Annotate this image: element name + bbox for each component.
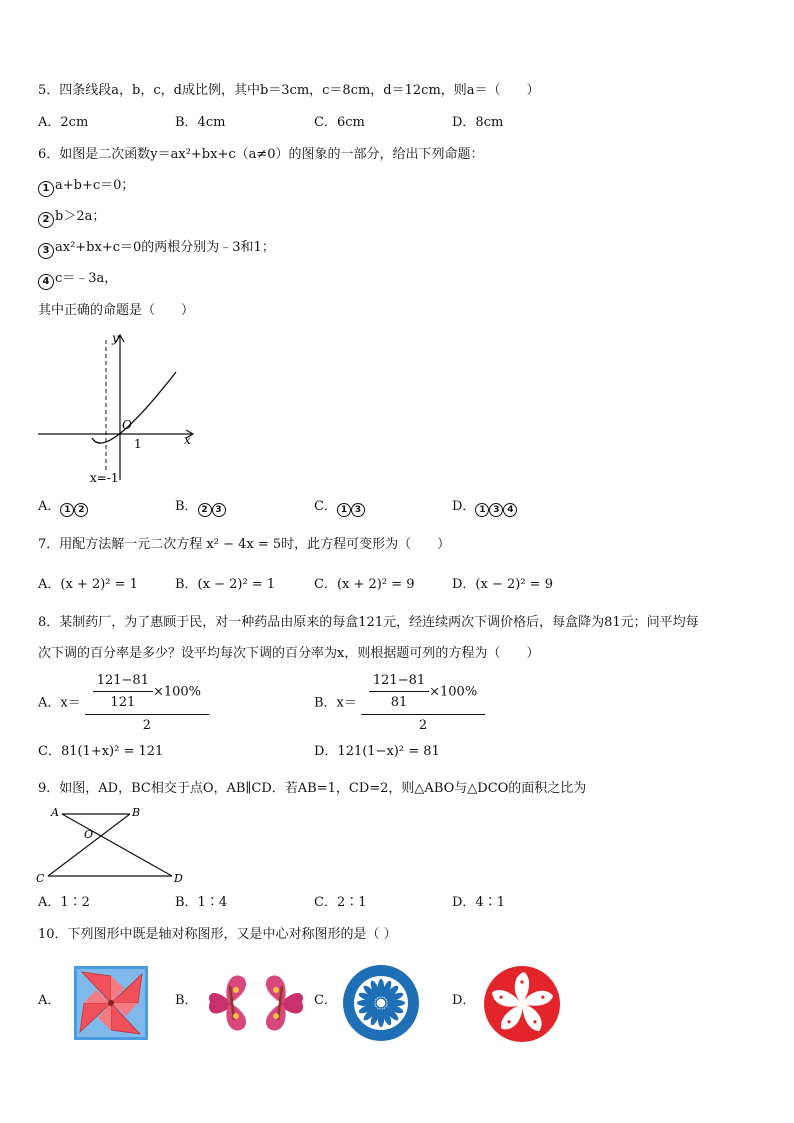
butterfly-right (266, 976, 303, 1031)
q7-option-d[interactable]: D．(x − 2)² = 9 (452, 577, 553, 592)
q6-stem: 6．如图是二次函数y＝ax²+bx+c（a≠0）的图象的一部分，给出下列命题： (38, 147, 484, 162)
butterflies-image[interactable] (204, 966, 308, 1040)
one-label: 1 (134, 437, 142, 451)
q6-prop-3: 3 ax²+bx+c＝0的两根分别为﹣3和1； (38, 239, 275, 259)
circled-number: 4 (38, 274, 54, 290)
q5-option-d[interactable]: D．8cm (452, 115, 504, 130)
point-o-label: O (84, 828, 94, 841)
parabola-graph (34, 330, 206, 488)
q9-option-d[interactable]: D．4∶1 (452, 895, 505, 910)
q8-option-c[interactable]: C．81(1+x)² = 121 (38, 744, 164, 759)
q7-option-b[interactable]: B．(x − 2)² = 1 (175, 577, 276, 592)
point-b-label: B (132, 806, 141, 819)
q9-option-c[interactable]: C．2∶1 (314, 895, 367, 910)
q6-option-a[interactable]: A． 1 2 (38, 498, 88, 517)
symmetry-axis-label: x=-1 (90, 471, 119, 485)
q9-option-a[interactable]: A．1∶2 (38, 895, 90, 910)
q9-text: 9．如图，AD，BC相交于点O，AB∥CD．若AB=1，CD=2，则△ABO与△DCO的面积之比为 (38, 781, 587, 796)
q6-ask: 其中正确的命题是（ ） (38, 303, 195, 318)
q10-option-a-label[interactable]: A． (38, 993, 61, 1008)
q6-prop-4: 4 c＝﹣3a， (38, 270, 117, 290)
circled-number: 2 (38, 212, 54, 228)
q9-option-b[interactable]: B．1∶4 (175, 895, 228, 910)
q5-option-a[interactable]: A．2cm (38, 115, 89, 130)
pinwheel-image[interactable] (74, 966, 148, 1040)
q8-option-b[interactable]: B．x＝ $\frac{121-81}{81}$ ×100% 2 (314, 672, 485, 735)
point-a-label: A (51, 806, 59, 819)
circled-number: 1 (38, 181, 54, 197)
q5-option-c[interactable]: C．6cm (314, 115, 365, 130)
flower-circle-image[interactable] (342, 964, 420, 1042)
q6-option-d[interactable]: D． 1 3 4 (452, 498, 517, 517)
q10-option-b-label[interactable]: B． (175, 993, 198, 1008)
circled-number: 3 (38, 243, 54, 259)
intersecting-lines-figure (34, 804, 194, 888)
q6-option-c[interactable]: C． 1 3 (314, 498, 365, 517)
q8-line-1: 8．某制药厂，为了惠顾于民，对一种药品由原来的每盒121元，经连续两次下调价格后，每盒降为81元；问平均每 (38, 615, 699, 630)
q10-option-d-label[interactable]: D． (452, 993, 476, 1008)
origin-label: O (122, 418, 132, 432)
q8-option-a[interactable]: A．x＝ $\frac{121-81}{121}$ ×100% 2 (38, 672, 209, 735)
bauhinia-circle-image[interactable] (482, 964, 562, 1044)
q7-option-a[interactable]: A．(x + 2)² = 1 (38, 577, 138, 592)
q6-option-b[interactable]: B． 2 3 (175, 498, 226, 517)
q8-line-2: 次下调的百分率是多少？设平均每次下调的百分率为x，则根据题可列的方程为（ ） (38, 646, 540, 661)
q7-option-c[interactable]: C．(x + 2)² = 9 (314, 577, 415, 592)
q10-option-c-label[interactable]: C． (314, 993, 337, 1008)
x-axis-label: x (184, 433, 191, 447)
q8-option-d[interactable]: D．121(1−x)² = 81 (314, 744, 440, 759)
point-c-label: C (36, 872, 45, 885)
butterfly-left (209, 976, 246, 1031)
q6-prop-1: 1 a+b+c＝0； (38, 177, 134, 197)
y-axis-label: y (112, 331, 119, 345)
q7-text: 7．用配方法解一元二次方程 x² − 4x = 5时，此方程可变形为（ ） (38, 537, 451, 552)
q6-prop-2: 2 b＞2a； (38, 208, 105, 228)
bauhinia-star (520, 980, 523, 983)
q5-text: 5．四条线段a，b，c，d成比例，其中b＝3cm，c＝8cm，d＝12cm，则a＝（ ） (38, 83, 540, 98)
q5-option-b[interactable]: B．4cm (175, 115, 226, 130)
q10-text: 10．下列图形中既是轴对称图形，又是中心对称图形的是（ ） (38, 927, 397, 942)
point-d-label: D (174, 872, 183, 885)
